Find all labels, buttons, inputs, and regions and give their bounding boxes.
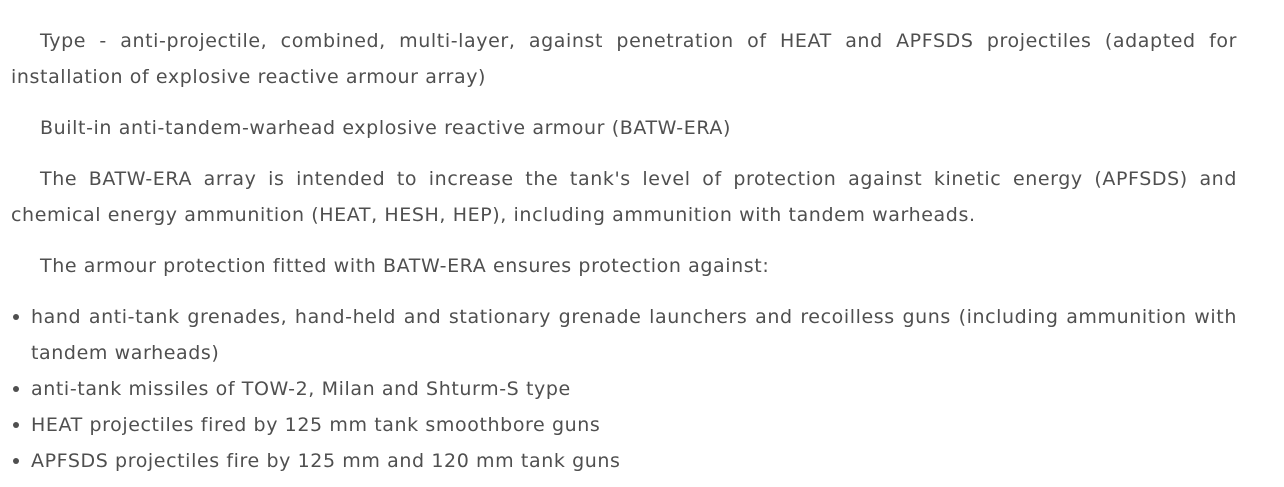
list-item: HEAT projectiles fired by 125 mm tank smoothbore guns bbox=[31, 407, 1237, 443]
paragraph-armour-type: Type - anti-projectile, combined, multi-layer, against penetration of HEAT and APFSDS projectiles (adapted for installation of explosive reactive armour array) bbox=[11, 30, 1237, 88]
armour-protection-section bbox=[11, 23, 1237, 479]
list-item: APFSDS projectiles fire by 125 mm and 120 mm tank guns bbox=[31, 443, 1237, 479]
section-heading bbox=[10, 0, 1236, 6]
paragraph-batw-era: Built-in anti-tandem-warhead explosive reactive armour (BATW-ERA) bbox=[40, 117, 731, 139]
list-item: hand anti-tank grenades, hand-held and stationary grenade launchers and recoilless guns (including ammunition with tandem warheads) bbox=[31, 299, 1237, 371]
protection-list bbox=[11, 299, 1237, 479]
paragraph-batw-era-purpose: The BATW-ERA array is intended to increase the tank's level of protection against kinetic energy (APFSDS) and chemical energy ammunition (HEAT, HESH, HEP), including ammunition with tandem warheads. bbox=[11, 168, 1237, 226]
list-item: anti-tank missiles of TOW-2, Milan and Shturm-S type bbox=[31, 371, 1237, 407]
paragraph-protection-against: The armour protection fitted with BATW-ERA ensures protection against: bbox=[40, 255, 770, 277]
